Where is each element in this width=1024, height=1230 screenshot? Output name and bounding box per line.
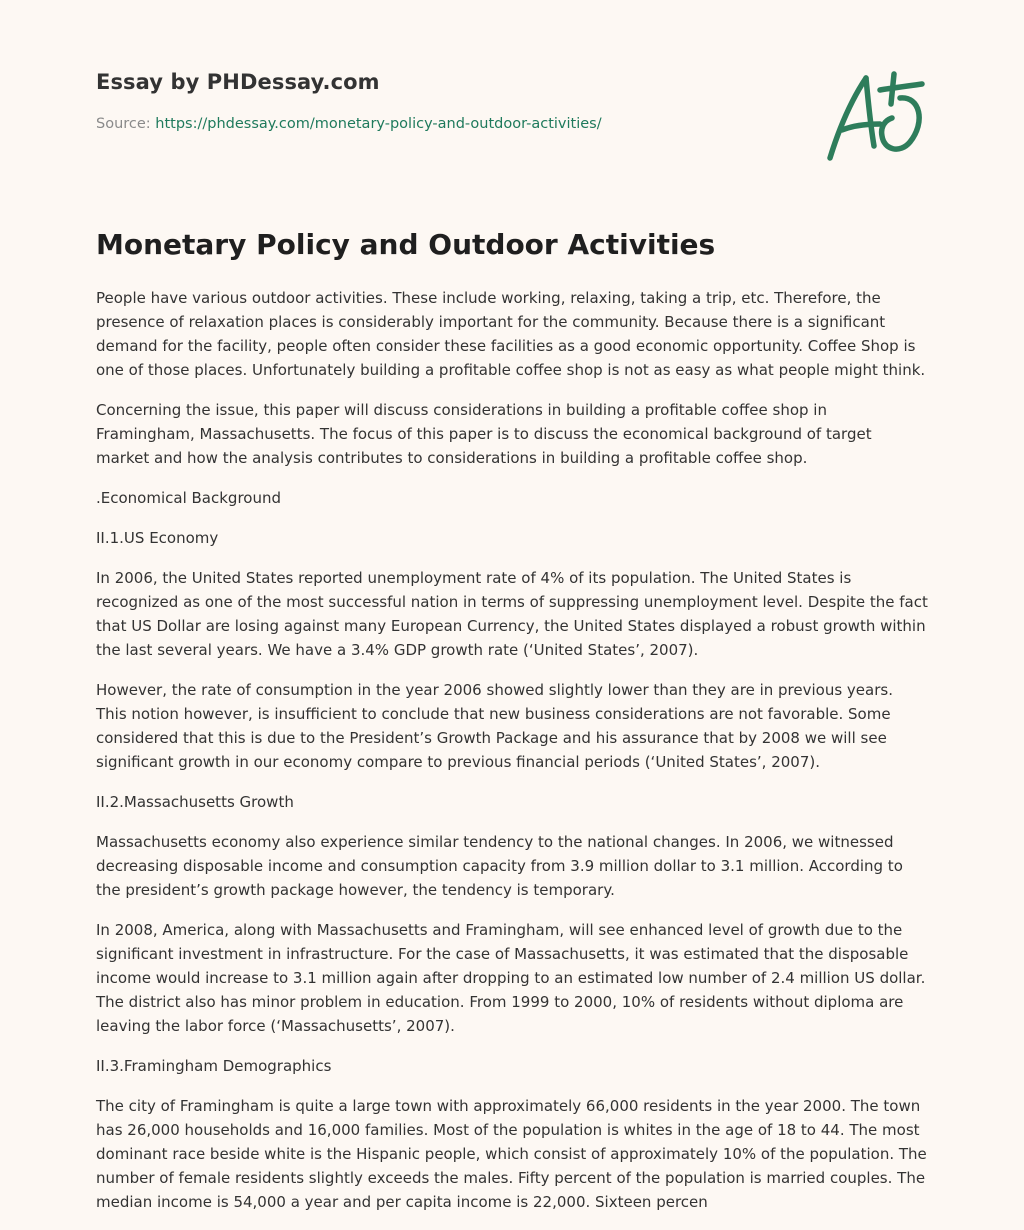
section-heading: .Economical Background — [96, 489, 281, 507]
source-line — [96, 116, 796, 132]
section-heading: II.1.US Economy — [96, 529, 219, 547]
essay-title: Monetary Policy and Outdoor Activities — [96, 228, 716, 261]
section-heading: II.2.Massachusetts Growth — [96, 793, 294, 811]
source-label: Source: — [96, 116, 151, 132]
section-heading: II.3.Framingham Demographics — [96, 1057, 332, 1075]
source-link[interactable]: https://phdessay.com/monetary-policy-and-outdoor-activities/ — [155, 116, 602, 132]
paragraph: Concerning the issue, this paper will discuss considerations in building a profitable coffee shop in Framingham, Massachusetts. The focus of this paper is to discuss the economical background of target market and how the analysis contributes to considerations in building a profitable coffee shop. — [96, 401, 872, 467]
page-header — [96, 70, 796, 132]
paragraph: In 2008, America, along with Massachusetts and Framingham, will see enhanced level of growth due to the significant investment in infrastructure. For the case of Massachusetts, it was estimated that the disposable income would increase to 3.1 million again after dropping to an estimated low number of 2.4 million US dollar. The district also has minor problem in education. From 1999 to 2000, 10% of residents without diploma are leaving the labor force (‘Massachusetts’, 2007). — [96, 921, 926, 1035]
paragraph: In 2006, the United States reported unemployment rate of 4% of its population. The United States is recognized as one of the most successful nation in terms of suppressing unemployment level. Despite the fact that US Dollar are losing against many European Currency, the United States displayed a robust growth within the last several years. We have a 3.4% GDP growth rate (‘United States’, 2007). — [96, 569, 928, 659]
essay-content — [96, 226, 928, 1230]
a-plus-logo-icon — [822, 70, 928, 166]
paragraph: Massachusetts economy also experience similar tendency to the national changes. In 2006, we witnessed decreasing disposable income and consumption capacity from 3.9 million dollar to 3.1 million. According to the president’s growth package however, the tendency is temporary. — [96, 833, 903, 899]
paragraph: People have various outdoor activities. These include working, relaxing, taking a trip, etc. Therefore, the presence of relaxation places is considerably important for the community. Because there is a significant demand for the facility, people often consider these facilities as a good economic opportunity. Coffee Shop is one of those places. Unfortunately building a profitable coffee shop is not as easy as what people might think. — [96, 289, 926, 379]
paragraph: The city of Framingham is quite a large town with approximately 66,000 residents in the year 2000. The town has 26,000 households and 16,000 families. Most of the population is whites in the age of 18 to 44. The most dominant race beside white is the Hispanic people, which consist of approximately 10% of the population. The number of female residents slightly exceeds the males. Fifty percent of the population is married couples. The median income is 54,000 a year and per capita income is 22,000. Sixteen percen — [96, 1097, 927, 1211]
paragraph: However, the rate of consumption in the year 2006 showed slightly lower than they are in previous years. This notion however, is insufficient to conclude that new business considerations are not favorable. Some considered that this is due to the President’s Growth Package and his assurance that by 2008 we will see significant growth in our economy compare to previous financial periods (‘United States’, 2007). — [96, 681, 893, 771]
site-title: Essay by PHDessay.com — [96, 70, 380, 94]
